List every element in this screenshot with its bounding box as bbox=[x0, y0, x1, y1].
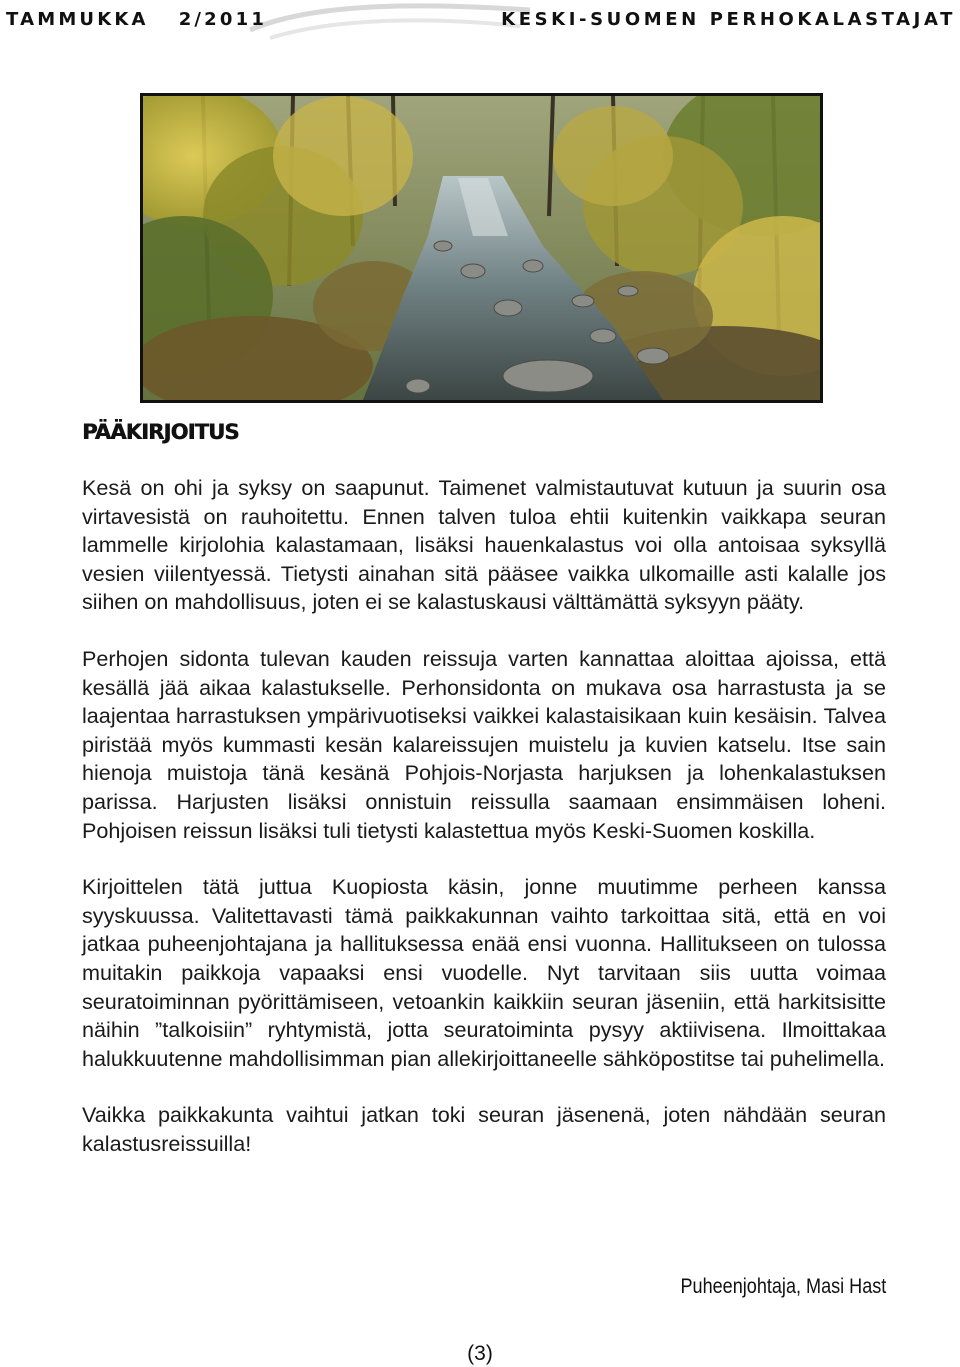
stream-photo bbox=[140, 93, 823, 403]
article-body bbox=[82, 474, 886, 1186]
page-number: (3) bbox=[467, 1342, 493, 1365]
article-paragraph: Vaikka paikkakunta vaihtui jatkan toki seuran jäsenenä, joten nähdään seuran kalastusreissuilla! bbox=[82, 1102, 886, 1156]
magazine-name: TAMMUKKA bbox=[6, 9, 149, 30]
page-header bbox=[0, 0, 960, 40]
article-paragraph: Perhojen sidonta tulevan kauden reissuja varten kannattaa aloittaa ajoissa, että kesällä jää aikaa kalastukselle. Perhonsidonta on mukava osa harrastusta ja se laajentaa harrastuksen ympärivuotiseksi vaikkei kalastaisikaan kuin kesäisin. Talvea piristää myös kummasti kesän kalareissujen muistelu ja kuvien katselu. Itse sain hienoja muistoja tänä kesänä Pohjois-Norjasta harjuksen ja lohenkalastuksen parissa. Harjusten lisäksi onnistuin reissulla saamaan ensimmäisen loheni. Pohjoisen reissun lisäksi tuli tietysti kalastettua myös Keski-Suomen koskilla. bbox=[82, 645, 886, 843]
article-paragraph: Kesä on ohi ja syksy on saapunut. Taimenet valmistautuvat kutuun ja suurin osa virtavesistä on rauhoitettu. Ennen talven tuloa ehtii kuitenkin vaikkapa seuran lammelle kirjolohia kalastamaan, lisäksi hauenkalastus voi olla antoisaa syksyllä vesien viilentyessä. Tietysti ainahan sitä pääsee vaikka ulkomaille asti kalalle jos siihen on mahdollisuus, joten ei se kalastuskausi välttämättä syksyyn pääty. bbox=[82, 475, 886, 615]
signature: Puheenjohtaja, Masi Hast bbox=[680, 1275, 886, 1298]
article-title: PÄÄKIRJOITUS bbox=[82, 420, 239, 444]
organization-name: KESKI-SUOMEN PERHOKALASTAJAT bbox=[501, 9, 956, 30]
issue-number: 2/2011 bbox=[178, 9, 268, 30]
header-left bbox=[6, 9, 267, 30]
article-paragraph: Kirjoittelen tätä juttua Kuopiosta käsin, jonne muutimme perheen kanssa syyskuussa. Valitettavasti tämä paikkakunnan vaihto tarkoittaa sitä, että en voi jatkaa puheenjohtajana ja hallituksessa enää ensi vuonna. Hallitukseen on tulossa muitakin paikkoja vapaaksi ensi vuodelle. Nyt tarvitaan siis uutta voimaa seuratoiminnan pyörittämiseen, vetoankin kaikkiin seuran jäseniin, että harkitsisitte näihin ”talkoisiin” ryhtymistä, jotta seuratoiminta pysyy aktiivisena. Ilmoittakaa halukkuutenne mahdollisimman pian allekirjoittaneelle sähköpostitse tai puhelimella. bbox=[82, 874, 886, 1071]
swoosh-ornament-icon bbox=[240, 0, 540, 44]
